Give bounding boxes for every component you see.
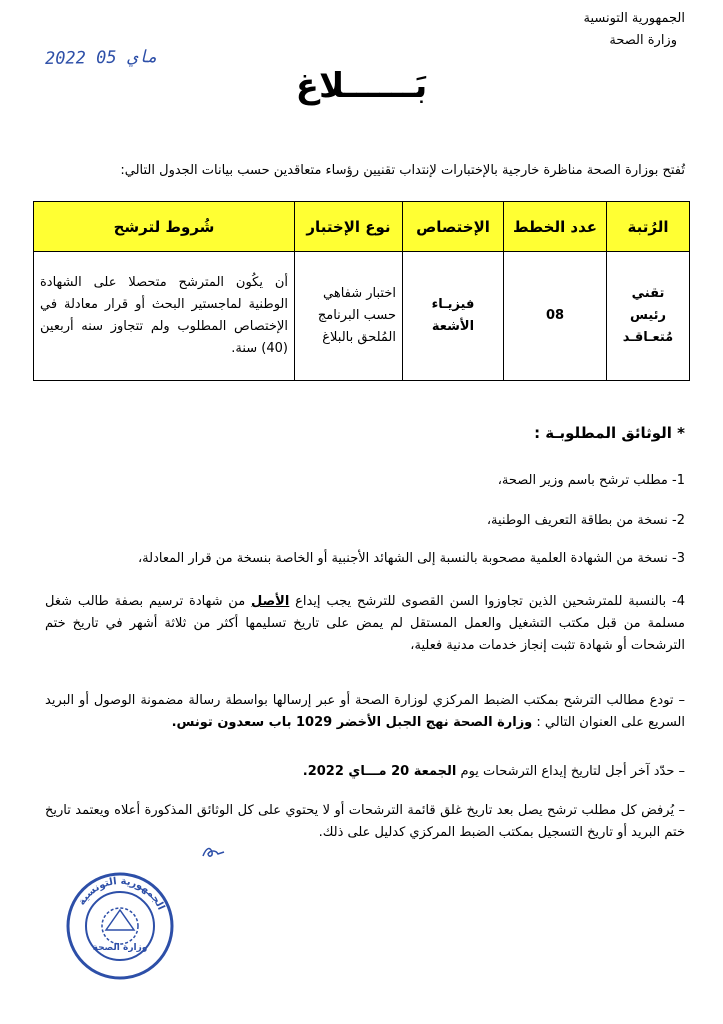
col-specialty-header: الإختصاص: [403, 202, 504, 252]
note-deadline-text: – حدّد آخر أجل لتاريخ إيداع الترشحات يوم: [460, 764, 685, 779]
note-deadline-date: الجمعة 20 مـــاي 2022.: [302, 764, 457, 779]
cell-specialty: فيزيـاء الأشعة: [403, 252, 504, 381]
page-title: بَــــــلاغ: [295, 66, 428, 106]
official-seal: [64, 870, 176, 982]
col-exam-type-header: نوع الإختبار: [295, 202, 403, 252]
svg-text:الجمهورية التونسية: [76, 876, 166, 912]
intro-text: تُفتح بوزارة الصحة مناظرة خارجية بالإختبارات لإنتداب تقنيين رؤساء متعاقدين حسب بيانات الجدول التالي:: [120, 163, 685, 178]
seal-inner-text: وزارة الصحة: [92, 943, 148, 953]
note-submission-text: – تودع مطالب الترشح بمكتب الضبط المركزي لوزارة الصحة أو عبر إرسالها بواسطة رسالة مضمونة الوصول أو البريد السريع على العنوان التالي :: [45, 693, 685, 730]
cell-exam-type: اختبار شفاهي حسب البرنامج المُلحق بالبلاغ: [295, 252, 403, 381]
cell-conditions: أن يكُون المترشح متحصلا على الشهادة الوطنية لماجستير البحث أو قرار معادلة في الإختصاص المطلوب ولم تتجاوز سنه أربعين (40) سنة.: [34, 252, 295, 381]
note-submission: [45, 690, 685, 734]
col-conditions-header: شُروط لترشح: [34, 202, 295, 252]
republic-name: الجمهورية التونسية: [583, 11, 685, 26]
note-submission-address: وزارة الصحة نهج الجبل الأخضر 1029 باب سعدون تونس.: [171, 715, 533, 730]
col-count-header: عدد الخطط: [504, 202, 607, 252]
seal-outer-text: الجمهورية التونسية: [76, 875, 167, 912]
note-deadline: [45, 761, 685, 783]
doc-item-4-part1: 4- بالنسبة للمترشحين الذين تجاوزوا السن القصوى للترشح يجب إيداع: [295, 594, 685, 609]
doc-item-1: 1- مطلب ترشح باسم وزير الصحة،: [497, 473, 685, 488]
col-rank-header: الرُتبة: [607, 202, 690, 252]
doc-item-4-original: الأصل: [250, 594, 290, 609]
table-header-row: [34, 202, 690, 252]
cell-rank: تقني رئيس مُتعـاقـد: [607, 252, 690, 381]
doc-item-4: [45, 591, 685, 657]
ministry-name: وزارة الصحة: [609, 33, 677, 48]
cell-count: 08: [504, 252, 607, 381]
table-row: [34, 252, 690, 381]
signature-mark: [200, 840, 228, 862]
required-docs-title: * الوثائق المطلوبـة :: [534, 424, 685, 442]
doc-item-2: 2- نسخة من بطاقة التعريف الوطنية،: [486, 513, 685, 528]
letterhead: [505, 8, 685, 52]
doc-item-4-part2: من شهادة ترسيم بصفة طالب شغل مسلمة من قبل مكتب التشغيل والعمل المستقل لم يمض على تاريخ تسليمها أكثر من ثلاثة أشهر في تاريخ ختم الترشحات أو شهادة تثبت إنجاز خدمات مدنية فعلية،: [45, 594, 685, 653]
date-stamp: 2022 ماي 05: [44, 47, 158, 69]
note-rejection: – يُرفض كل مطلب ترشح يصل بعد تاريخ غلق قائمة الترشحات أو لا يحتوي على كل الوثائق المذكورة أعلاه ويعتمد تاريخ ختم البريد أو تاريخ التسجيل بمكتب الضبط المركزي كدليل على ذلك.: [45, 803, 685, 840]
positions-table: [33, 201, 690, 381]
doc-item-3: 3- نسخة من الشهادة العلمية مصحوبة بالنسبة إلى الشهائد الأجنبية أو الخاصة بنسخة من قرار المعادلة،: [137, 551, 685, 566]
